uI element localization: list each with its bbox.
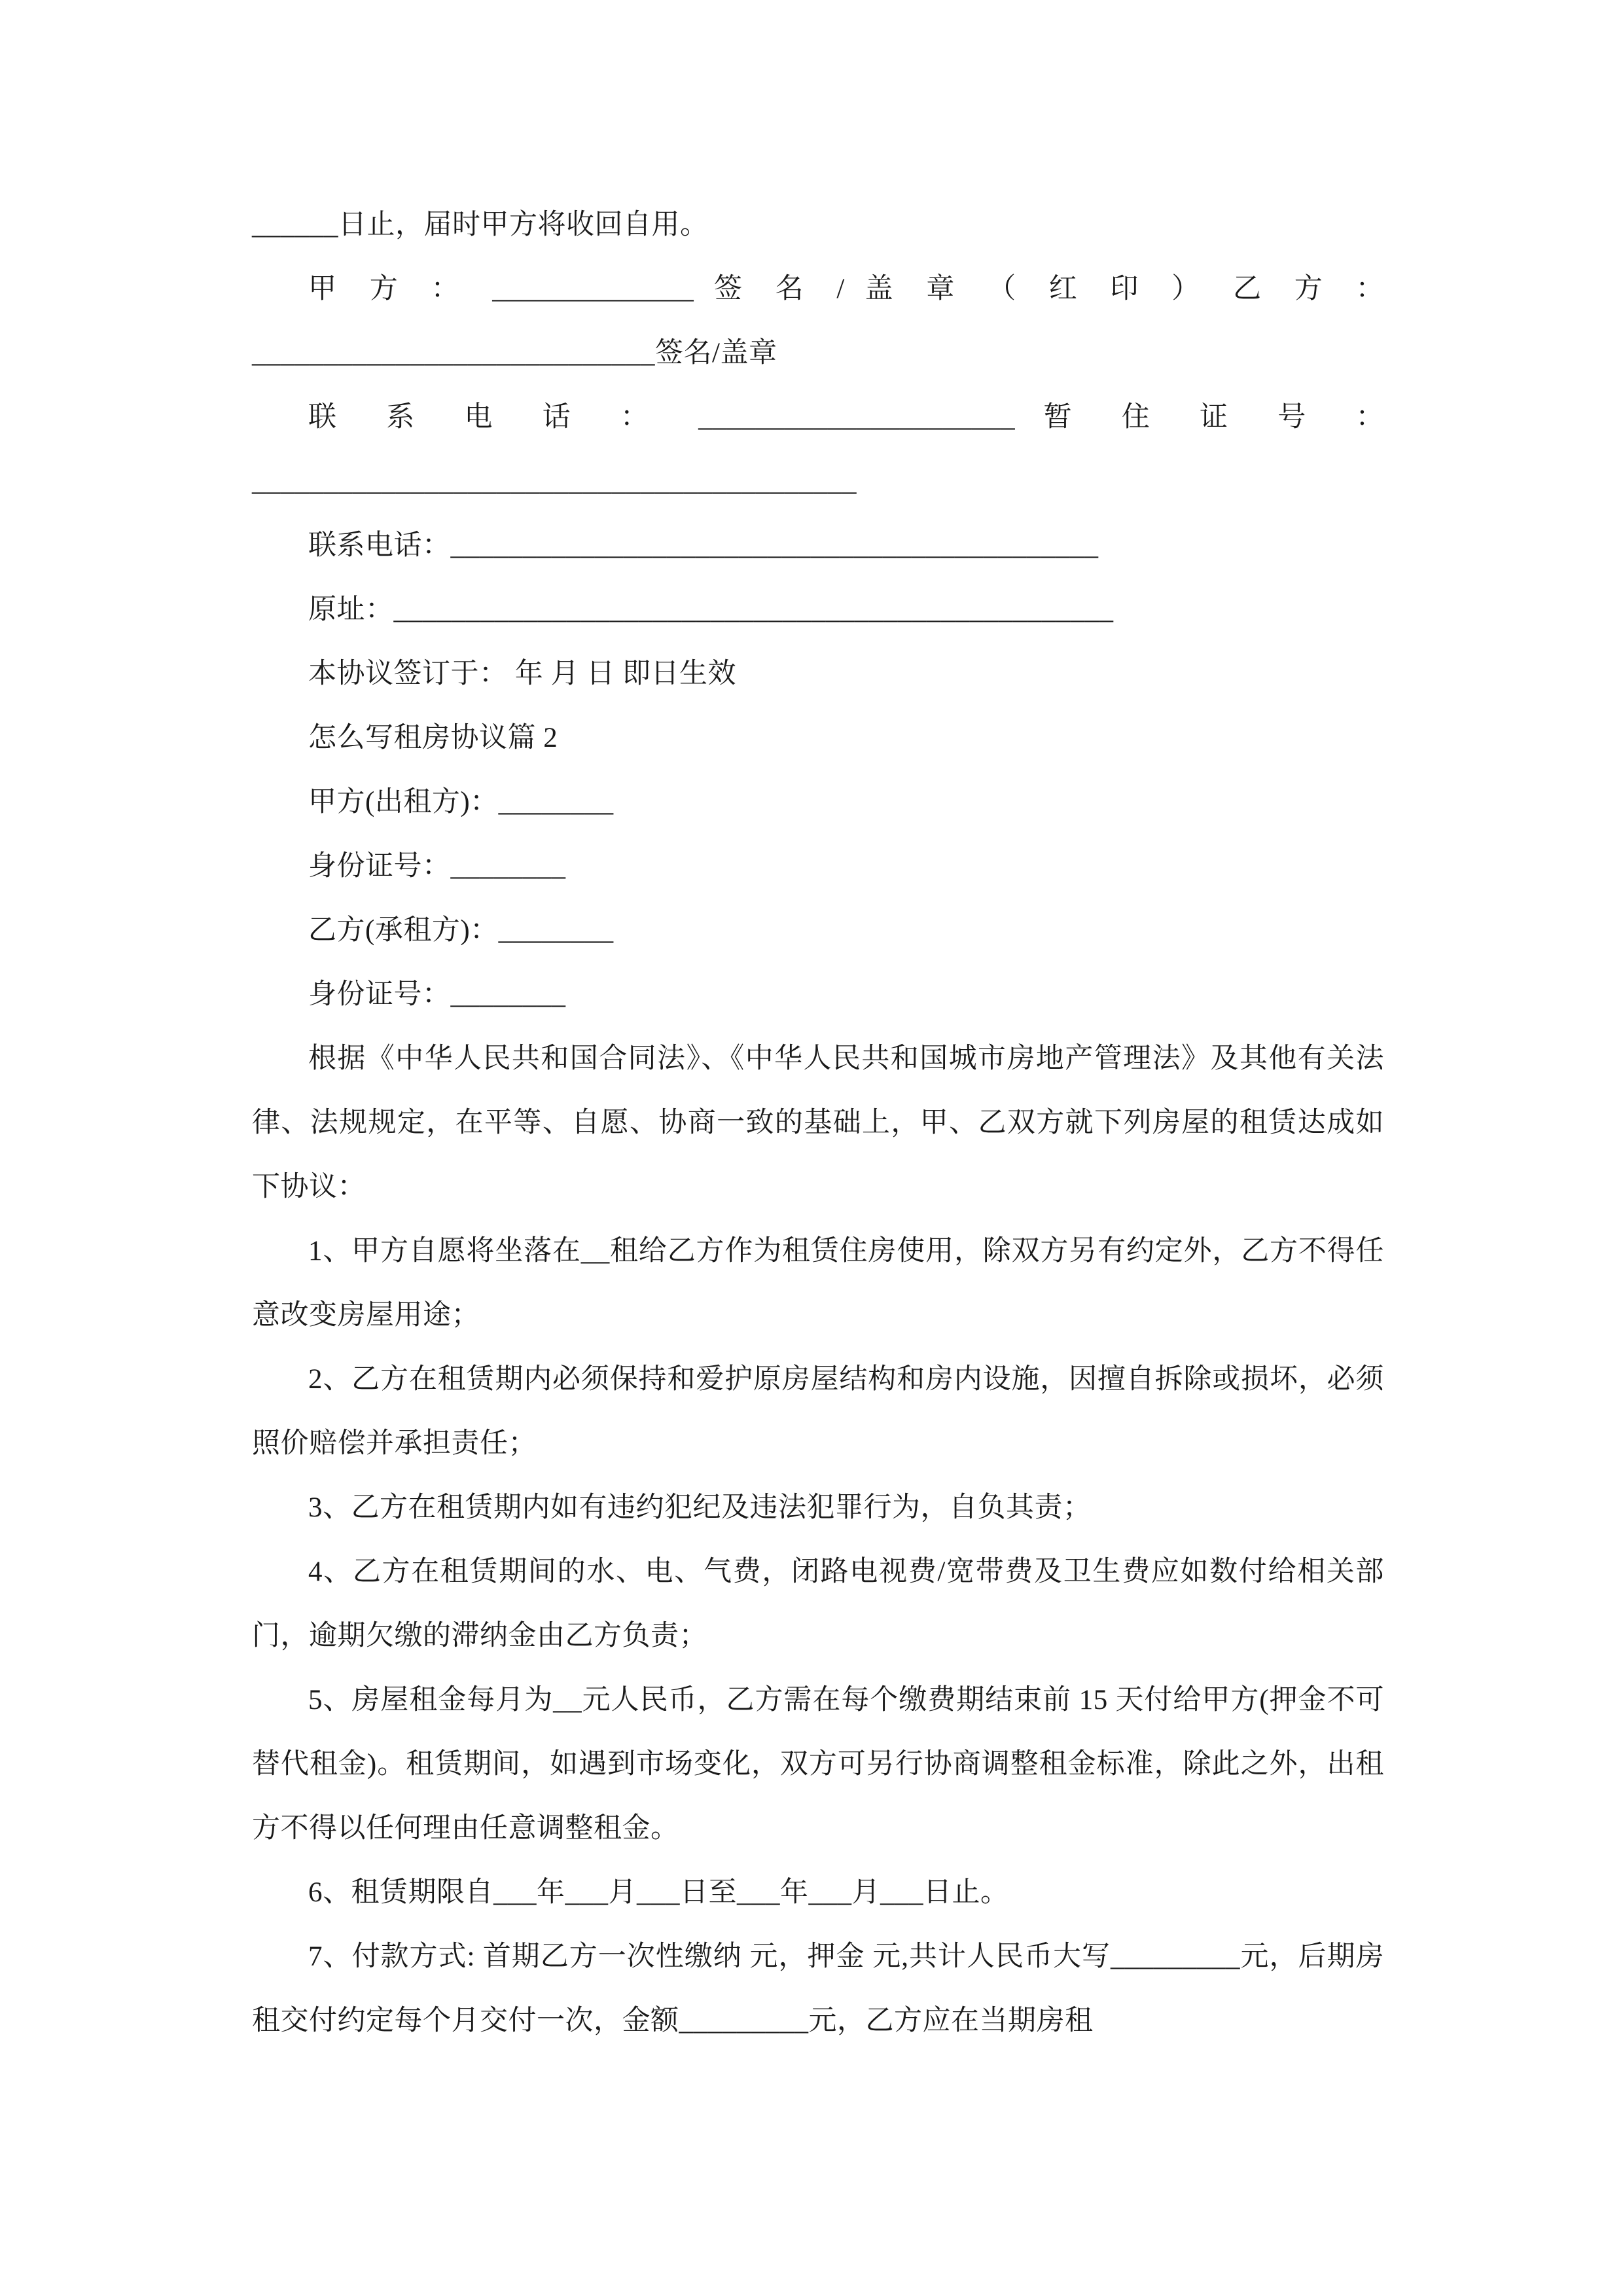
clause-4: 4、乙方在租赁期间的水、电、气费，闭路电视费/宽带费及卫生费应如数付给相关部门，逾期欠缴的滞纳金由乙方负责； <box>252 1556 1384 1651</box>
repossess-clause-line: ______日止，届时甲方将收回自用。 <box>252 209 709 240</box>
clause-1: 1、甲方自愿将坐落在__租给乙方作为租赁住房使用，除双方另有约定外，乙方不得任意改变房屋用途； <box>252 1236 1384 1331</box>
document-content <box>252 193 1384 2053</box>
temp-permit-blank-line: __________________________________________ <box>252 466 857 497</box>
signing-date-line: 本协议签订于： 年 月 日 即日生效 <box>308 658 736 689</box>
lessor-id-line: 身份证号：________ <box>308 851 566 882</box>
clause-7: 7、付款方式: 首期乙方一次性缴纳 元，押金 元,共计人民币大写_________元，后期房租交付约定每个月交付一次，金额_________元，乙方应在当期房租 <box>252 1941 1384 2036</box>
section-title: 怎么写租房协议篇 2 <box>308 723 558 753</box>
original-address-line: 原址：__________________________________________________ <box>308 594 1114 625</box>
party-b-signature-line: ____________________________签名/盖章 <box>252 338 777 368</box>
lessee-id-line: 身份证号：________ <box>308 979 566 1010</box>
clause-3: 3、乙方在租赁期内如有违约犯纪及违法犯罪行为，自负其责； <box>308 1492 1092 1523</box>
party-a-signature-line: 甲 方 ： ______________ 签 名 / 盖 章 （ 红 印 ） 乙 方 ： <box>308 274 1384 304</box>
lessor-line: 甲方(出租方)：________ <box>308 787 614 817</box>
lessee-line: 乙方(承租方)：________ <box>308 915 614 946</box>
clause-2: 2、乙方在租赁期内必须保持和爱护原房屋结构和房内设施，因擅自拆除或损坏，必须照价赔偿并承担责任； <box>252 1364 1384 1459</box>
clause-5: 5、房屋租金每月为__元人民币，乙方需在每个缴费期结束前 15 天付给甲方(押金不可替代租金)。租赁期间，如遇到市场变化，双方可另行协商调整租金标准，除此之外，出租方不得以任何理由任意调整租金。 <box>252 1685 1384 1844</box>
contact-phone-line: 联系电话：_____________________________________________ <box>308 530 1099 561</box>
preamble-paragraph: 根据《中华人民共和国合同法》、《中华人民共和国城市房地产管理法》及其他有关法律、法规规定，在平等、自愿、协商一致的基础上，甲、乙双方就下列房屋的租赁达成如下协议： <box>252 1043 1384 1202</box>
contact-phone-permit-line: 联 系 电 话 ： ______________________ 暂 住 证 号 ： <box>308 402 1384 433</box>
clause-6: 6、租赁期限自___年___月___日至___年___月___日止。 <box>308 1877 1009 1908</box>
